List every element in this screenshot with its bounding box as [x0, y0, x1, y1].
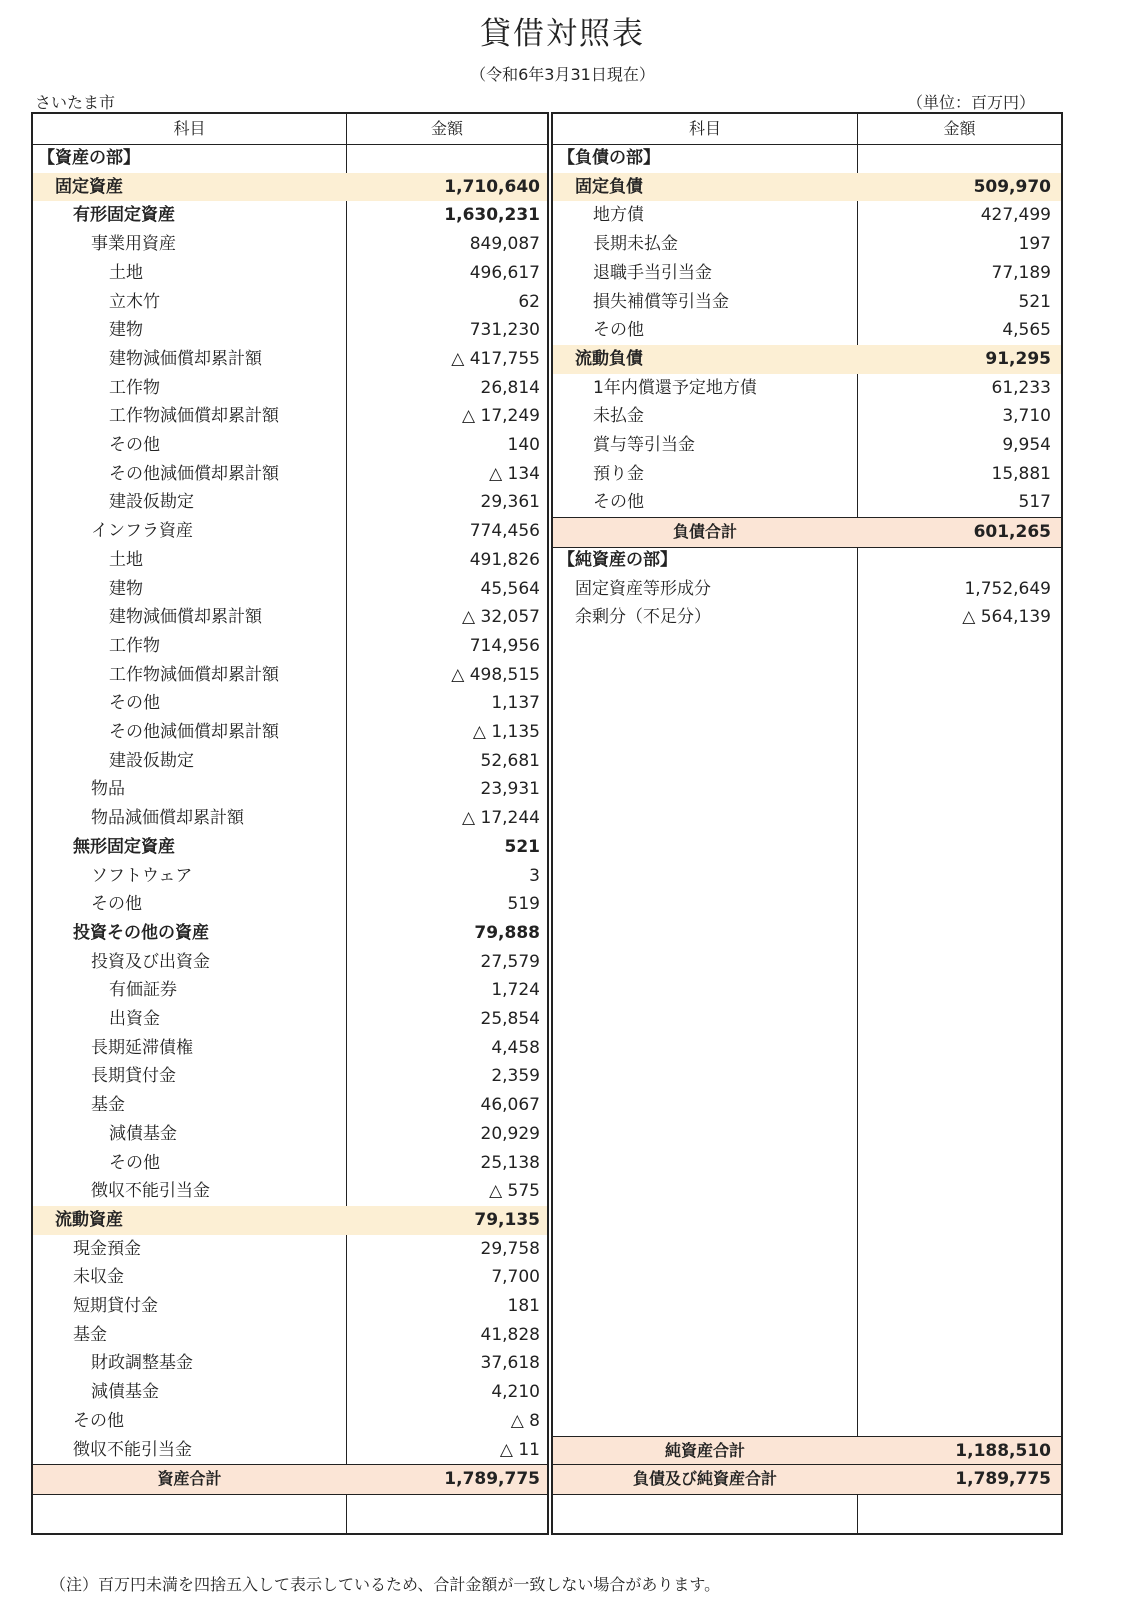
- row-amount: 509,970: [973, 176, 1051, 197]
- row-amount: 29,758: [480, 1238, 540, 1259]
- row-amount: 7,700: [491, 1267, 540, 1288]
- row-label: 工作物減価償却累計額: [109, 406, 279, 427]
- table-row: [553, 345, 1061, 374]
- row-label: 損失補償等引当金: [593, 291, 729, 312]
- row-amount: 20,929: [480, 1123, 540, 1144]
- row-label: 固定資産: [55, 176, 123, 197]
- row-amount: 774,456: [469, 521, 540, 542]
- row-amount: 79,888: [474, 922, 540, 943]
- section-header-row: [33, 144, 547, 173]
- row-label: 建物減価償却累計額: [109, 607, 262, 628]
- total-amount: 1,188,510: [955, 1440, 1051, 1461]
- row-label: 事業用資産: [91, 234, 176, 255]
- table-row: [33, 460, 547, 489]
- table-row: [33, 775, 547, 804]
- table-row: [33, 890, 547, 919]
- row-label: その他: [593, 320, 644, 341]
- row-label: 無形固定資産: [73, 836, 175, 857]
- row-label: 地方債: [593, 205, 644, 226]
- total-row: [553, 517, 1061, 548]
- row-label: 土地: [109, 262, 143, 283]
- row-label: 建設仮勘定: [109, 492, 194, 513]
- table-header: [553, 114, 1061, 145]
- date-subtitle: （令和6年3月31日現在）: [470, 65, 655, 84]
- unit-label: （単位：百万円）: [906, 93, 1035, 112]
- row-amount: 77,189: [991, 262, 1051, 283]
- table-row: [33, 374, 547, 403]
- row-amount: 45,564: [480, 578, 540, 599]
- row-label: その他: [91, 894, 142, 915]
- table-row: [33, 1062, 547, 1091]
- table-row: [33, 288, 547, 317]
- table-row: [553, 259, 1061, 288]
- row-label: その他減価償却累計額: [109, 463, 279, 484]
- table-row: [33, 1407, 547, 1436]
- row-label: 基金: [91, 1095, 125, 1116]
- row-label: 賞与等引当金: [593, 435, 695, 455]
- row-amount: 197: [1018, 234, 1051, 255]
- table-row: [553, 230, 1061, 259]
- section-header-row: [553, 144, 1061, 173]
- row-amount: 140: [507, 435, 540, 455]
- table-row: [33, 1349, 547, 1378]
- table-row: [33, 546, 547, 575]
- row-label: 減債基金: [91, 1382, 159, 1403]
- row-amount: 491,826: [469, 549, 540, 570]
- table-row: [33, 1149, 547, 1178]
- row-label: ソフトウェア: [91, 865, 193, 886]
- row-amount: 23,931: [480, 779, 540, 800]
- row-amount: 496,617: [469, 262, 540, 283]
- row-amount: △ 32,057: [462, 607, 540, 628]
- row-amount: △ 564,139: [962, 607, 1051, 628]
- row-label: 出資金: [109, 1009, 160, 1029]
- row-amount: 517: [1018, 492, 1051, 513]
- table-row: [33, 173, 547, 202]
- table-row: [33, 804, 547, 833]
- row-amount: △ 11: [499, 1439, 540, 1460]
- total-amount: 1,789,775: [955, 1469, 1051, 1490]
- row-label: 未収金: [73, 1267, 124, 1288]
- row-amount: △ 575: [489, 1181, 540, 1202]
- row-label: その他: [109, 693, 160, 714]
- row-amount: 26,814: [480, 377, 540, 398]
- row-amount: △ 1,135: [472, 722, 540, 742]
- table-row: [553, 201, 1061, 230]
- header-item: 科目: [688, 119, 721, 138]
- row-label: 固定負債: [575, 176, 643, 197]
- table-row: [33, 1235, 547, 1264]
- row-label: 預り金: [593, 463, 644, 484]
- section-header-row: [553, 546, 1061, 575]
- assets-table: [31, 112, 549, 1535]
- row-amount: 1,724: [491, 980, 540, 1001]
- row-amount: 41,828: [480, 1324, 540, 1345]
- table-row: [33, 201, 547, 230]
- organization-name: さいたま市: [35, 93, 116, 112]
- row-amount: 601,265: [973, 522, 1051, 543]
- row-amount: 9,954: [1002, 435, 1051, 455]
- table-header: [33, 114, 547, 145]
- row-amount: △ 498,515: [451, 664, 540, 685]
- table-row: [33, 661, 547, 690]
- table-row: [33, 948, 547, 977]
- table-row: [33, 1005, 547, 1034]
- row-amount: 4,565: [1002, 320, 1051, 341]
- row-amount: △ 8: [510, 1410, 540, 1431]
- table-row: [33, 345, 547, 374]
- table-row: [33, 689, 547, 718]
- table-row: [33, 1091, 547, 1120]
- table-row: [33, 1034, 547, 1063]
- liabilities-and-net-assets-total-row: [553, 1464, 1061, 1495]
- header-amount: 金額: [430, 119, 463, 138]
- row-label: 余剰分（不足分）: [575, 607, 711, 628]
- table-row: [33, 1263, 547, 1292]
- table-row: [33, 316, 547, 345]
- table-row: [33, 919, 547, 948]
- row-amount: 731,230: [469, 320, 540, 341]
- row-label: 工作物: [109, 377, 160, 398]
- row-amount: 714,956: [469, 635, 540, 656]
- row-amount: 52,681: [480, 750, 540, 771]
- total-label: 純資産合計: [664, 1440, 745, 1460]
- row-label: 物品減価償却累計額: [91, 808, 244, 829]
- table-row: [553, 431, 1061, 460]
- row-label: 建物減価償却累計額: [109, 348, 262, 369]
- row-amount: 46,067: [480, 1095, 540, 1116]
- total-label: 資産合計: [157, 1469, 222, 1489]
- row-label: 短期貸付金: [73, 1296, 158, 1316]
- table-row: [33, 1321, 547, 1350]
- table-row: [553, 488, 1061, 517]
- row-label: その他: [73, 1410, 124, 1431]
- row-label: 【純資産の部】: [558, 549, 677, 570]
- table-row: [33, 862, 547, 891]
- row-amount: 25,854: [480, 1009, 540, 1029]
- assets-total-row: [33, 1464, 547, 1495]
- row-amount: 1,630,231: [444, 205, 540, 226]
- row-label: 投資その他の資産: [73, 922, 209, 943]
- table-row: [33, 1436, 547, 1465]
- row-label: 1年内償還予定地方債: [593, 377, 757, 398]
- page-title: 貸借対照表: [480, 16, 645, 52]
- row-label: 【負債の部】: [558, 148, 660, 168]
- table-row: [33, 230, 547, 259]
- row-label: 【資産の部】: [38, 148, 140, 168]
- row-label: 負債合計: [672, 522, 737, 542]
- row-amount: 181: [507, 1296, 540, 1316]
- table-row: [553, 402, 1061, 431]
- row-label: その他: [593, 492, 644, 513]
- table-row: [33, 603, 547, 632]
- row-amount: 62: [518, 291, 540, 312]
- table-row: [33, 1177, 547, 1206]
- row-label: 固定資産等形成分: [575, 578, 711, 599]
- table-row: [33, 1292, 547, 1321]
- row-label: インフラ資産: [91, 521, 193, 542]
- table-row: [33, 431, 547, 460]
- header-amount: 金額: [943, 119, 976, 138]
- row-label: 投資及び出資金: [91, 951, 210, 972]
- table-row: [33, 976, 547, 1005]
- row-amount: 61,233: [991, 377, 1051, 398]
- table-row: [33, 1206, 547, 1235]
- row-label: 有価証券: [109, 980, 177, 1001]
- net-assets-total-row: [553, 1436, 1061, 1467]
- row-label: その他: [109, 435, 160, 455]
- row-amount: 37,618: [480, 1353, 540, 1374]
- row-label: 建物: [109, 320, 143, 341]
- table-row: [553, 374, 1061, 403]
- row-amount: △ 17,249: [462, 406, 540, 427]
- table-row: [33, 632, 547, 661]
- row-amount: 521: [504, 836, 540, 857]
- row-amount: △ 17,244: [462, 808, 540, 829]
- table-row: [33, 1120, 547, 1149]
- row-amount: 4,458: [491, 1037, 540, 1058]
- header-item: 科目: [173, 119, 206, 138]
- row-label: 現金預金: [73, 1238, 141, 1259]
- total-label: 負債及び純資産合計: [632, 1469, 777, 1489]
- row-label: 減債基金: [109, 1123, 177, 1144]
- row-amount: △ 134: [489, 463, 540, 484]
- row-label: 建物: [109, 578, 143, 599]
- row-amount: 519: [507, 894, 540, 915]
- table-row: [33, 833, 547, 862]
- row-label: 基金: [73, 1324, 107, 1345]
- table-row: [33, 402, 547, 431]
- row-amount: 427,499: [980, 205, 1051, 226]
- table-row: [33, 747, 547, 776]
- row-amount: 3,710: [1002, 406, 1051, 427]
- row-label: 財政調整基金: [91, 1353, 193, 1374]
- row-label: 工作物減価償却累計額: [109, 664, 279, 685]
- row-label: 有形固定資産: [73, 205, 175, 226]
- row-label: 長期延滞債権: [91, 1037, 193, 1058]
- footnote: （注）百万円未満を四捨五入して表示しているため、合計金額が一致しない場合があります。: [50, 1575, 721, 1594]
- row-label: 長期未払金: [593, 234, 678, 255]
- table-row: [553, 575, 1061, 604]
- row-amount: 1,752,649: [964, 578, 1051, 599]
- row-amount: 91,295: [985, 348, 1051, 369]
- row-amount: 849,087: [469, 234, 540, 255]
- table-row: [33, 575, 547, 604]
- table-row: [553, 603, 1061, 632]
- row-amount: 27,579: [480, 951, 540, 972]
- table-row: [553, 173, 1061, 202]
- row-label: 徴収不能引当金: [73, 1439, 192, 1460]
- row-label: 未払金: [593, 406, 644, 427]
- row-label: 建設仮勘定: [109, 750, 194, 771]
- row-label: 物品: [91, 779, 125, 800]
- total-amount: 1,789,775: [444, 1469, 540, 1490]
- row-amount: 15,881: [991, 463, 1051, 484]
- row-label: 立木竹: [109, 291, 160, 312]
- row-label: 徴収不能引当金: [91, 1181, 210, 1202]
- table-row: [553, 460, 1061, 489]
- row-amount: 521: [1018, 291, 1051, 312]
- liabilities-table: [551, 112, 1063, 1535]
- row-label: 流動資産: [55, 1209, 123, 1230]
- row-label: 退職手当引当金: [593, 262, 712, 283]
- table-row: [553, 316, 1061, 345]
- row-amount: 25,138: [480, 1152, 540, 1173]
- row-label: 土地: [109, 549, 143, 570]
- table-row: [33, 259, 547, 288]
- row-label: その他減価償却累計額: [109, 722, 279, 742]
- row-amount: 4,210: [491, 1382, 540, 1403]
- table-row: [553, 288, 1061, 317]
- row-amount: 1,137: [491, 693, 540, 714]
- row-amount: 29,361: [480, 492, 540, 513]
- row-label: 流動負債: [575, 348, 643, 369]
- row-label: その他: [109, 1152, 160, 1173]
- row-amount: △ 417,755: [451, 348, 540, 369]
- row-label: 長期貸付金: [91, 1066, 176, 1087]
- table-row: [33, 718, 547, 747]
- table-row: [33, 1378, 547, 1407]
- table-row: [33, 488, 547, 517]
- table-row: [33, 517, 547, 546]
- row-amount: 3: [529, 865, 540, 886]
- row-amount: 79,135: [474, 1209, 540, 1230]
- row-label: 工作物: [109, 635, 160, 656]
- row-amount: 2,359: [491, 1066, 540, 1087]
- row-amount: 1,710,640: [444, 176, 540, 197]
